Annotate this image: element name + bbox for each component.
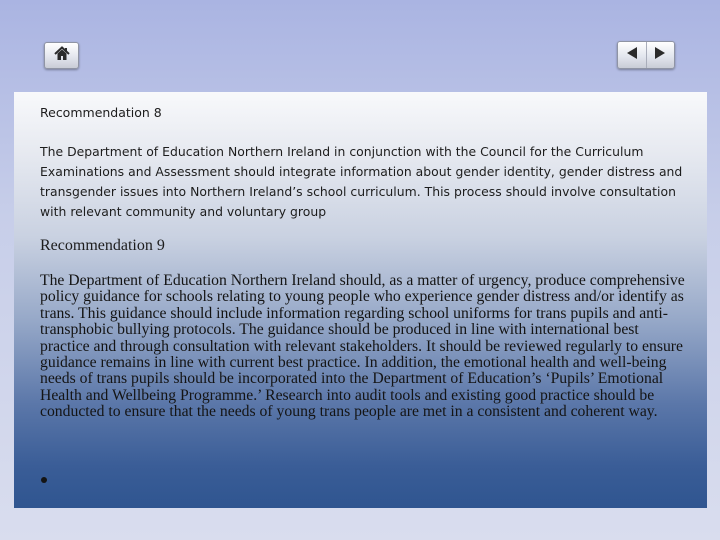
triangle-left-icon — [626, 46, 638, 65]
recommendation-8-heading: Recommendation 8 — [40, 105, 162, 120]
recommendation-9-heading: Recommendation 9 — [40, 237, 165, 254]
recommendation-8-text: The Department of Education Northern Ireland in conjunction with the Council for the Curriculum Examinations and Assessment should integrate information about gender identity, gender distress and transgender issues into Northern Ireland’s school curriculum. This process should involve consultation with relevant community and voluntary group — [40, 144, 683, 219]
previous-slide-button[interactable] — [618, 42, 646, 68]
triangle-right-icon — [654, 46, 666, 65]
slide-nav-arrows — [617, 41, 675, 69]
home-icon — [54, 46, 70, 66]
recommendation-9-text: The Department of Education Northern Ireland should, as a matter of urgency, produce comprehensive policy guidance for schools relating to young people who experience gender distress and/or identify as trans. This guidance should include information regarding school uniforms for trans pupils and anti-transphobic bullying protocols. The guidance should be produced in line with international best practice and through consultation with relevant stakeholders. It should be reviewed regularly to ensure guidance remains in line with current best practice. In addition, the emotional health and well-being needs of trans pupils should be incorporated into the Department of Education’s ‘Pupils’ Emotional Health and Wellbeing Programme.’ Research into audit tools and existing good practice should be conducted to ensure that the needs of young trans people are met in a consistent and coherent way. — [40, 272, 685, 421]
empty-bullet-point — [41, 477, 47, 483]
home-button[interactable] — [44, 42, 79, 69]
next-slide-button[interactable] — [646, 42, 675, 68]
